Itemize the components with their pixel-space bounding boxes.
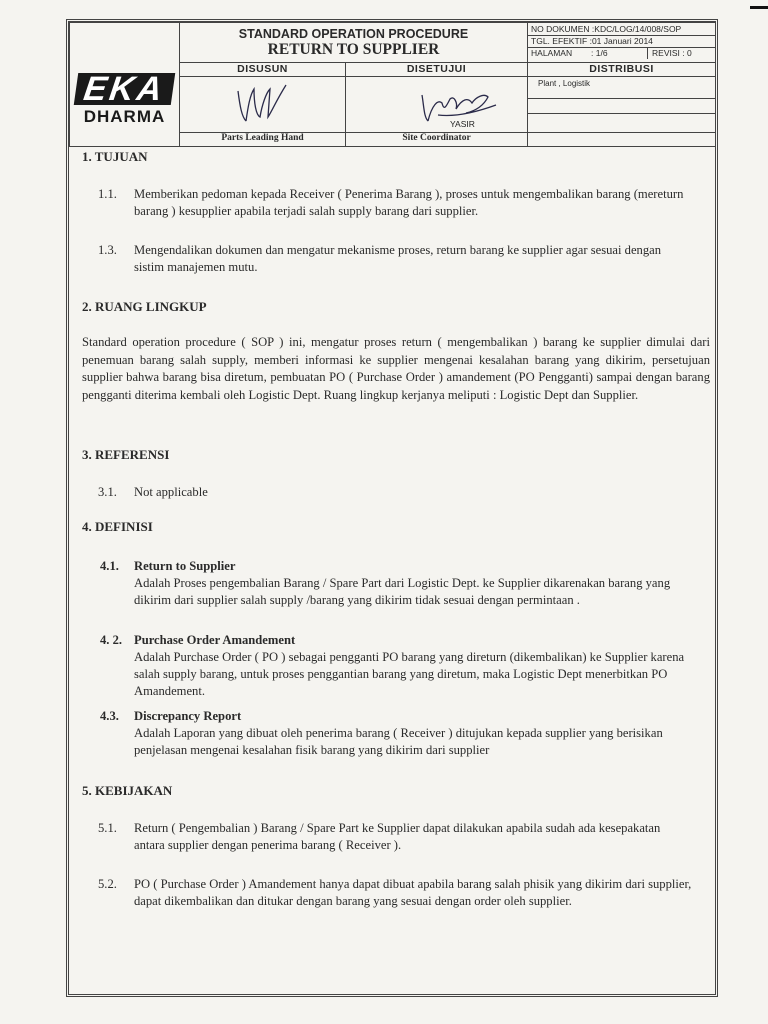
document-meta [528,23,716,63]
definition-heading [100,708,700,725]
approved-role: Site Coordinator [346,133,528,147]
distribution-header: DISTRIBUSI [528,63,716,77]
item-number: 1.3. [98,243,117,257]
distribution-empty [528,133,716,147]
item-number: 5.1. [98,821,117,835]
company-logo [70,23,180,147]
definisi-item-3 [100,708,700,759]
section-title-definisi: 4. DEFINISI [82,519,153,534]
sop-title: STANDARD OPERATION PROCEDURE [238,27,469,41]
prepared-header: DISUSUN [180,63,346,77]
kebijakan-item-2 [98,876,694,910]
definition-title: Return to Supplier [134,559,236,573]
approved-header: DISETUJUI [346,63,528,77]
prepared-role: Parts Leading Hand [180,133,346,147]
ruang-lingkup-text: Standard operation procedure ( SOP ) ini, mengatur proses return ( mengembalikan ) barang ke supplier dimulai dari penemuan barang salah supply, memberi informasi ke supplier mengenai kesalahan barang yang dikirim, persetujuan supplier bahwa barang bisa diretum, pembuatan PO ( Purchase Order ) amandement (PO Pengganti) sampai dengan barang pengganti diterima kembali oleh Logistic Dept. Ruang lingkup kerjanya meliputi : Logistic Dept dan Supplier. [82,335,710,402]
definition-heading [100,632,700,649]
approved-signature [346,77,526,127]
item-text: Return ( Pengembalian ) Barang / Spare Part ke Supplier dapat dilakukan apabila sudah ada kesepakatan antara supplier dengan penerima barang ( Receiver ). [134,821,661,852]
item-text: Mengendalikan dokumen dan mengatur mekanisme proses, return barang ke supplier agar sesuai dengan sistim manajemen mutu. [134,243,662,274]
section-title-tujuan: 1. TUJUAN [82,149,148,164]
definition-title: Discrepancy Report [134,709,242,723]
page-value: : 1/6 [591,48,608,58]
definition-title: Purchase Order Amandement [134,633,296,647]
distribution-value: Plant , Logistik [538,79,591,88]
sop-subtitle: RETURN TO SUPPLIER [267,41,440,58]
definition-heading [100,558,700,575]
approved-signature-cell [346,77,528,133]
page-label: HALAMAN [531,48,573,58]
document-header [69,22,716,147]
approved-name: YASIR [450,119,475,127]
definisi-item-1 [100,558,700,609]
item-text: Memberikan pedoman kepada Receiver ( Penerima Barang ), proses untuk mengembalikan barang (mereturn barang ) kesupplier apabila terjadi salah supply barang dari supplier. [134,187,684,218]
item-number: 4. 2. [100,633,123,647]
logo-eka-text: EKA [74,73,175,105]
section-title-ruang-lingkup: 2. RUANG LINGKUP [82,299,207,314]
revision: REVISI : 0 [647,48,692,59]
tujuan-item-1 [98,186,694,220]
tujuan-item-2 [98,242,694,276]
item-number: 1.1. [98,187,117,201]
section-title-kebijakan: 5. KEBIJAKAN [82,783,173,798]
definition-text: Adalah Laporan yang dibuat oleh penerima barang ( Receiver ) ditujukan kepada supplier yang berisikan penjelasan mengenai kesalahan fisik barang yang dikirim dari supplier [134,726,663,757]
item-number: 3.1. [98,485,117,499]
prepared-signature [180,77,344,127]
logo-dharma-text: DHARMA [83,106,166,126]
definition-text: Adalah Proses pengembalian Barang / Spare Part dari Logistic Dept. ke Supplier dikarenakan barang yang dikirim dari supplier salah supply /barang yang dikirim tidak sesuai dengan permintaan . [134,576,671,607]
item-number: 4.1. [100,559,119,573]
definisi-item-2 [100,632,700,700]
doc-number: NO DOKUMEN :KDC/LOG/14/008/SOP [528,24,715,36]
distribution-cell [528,77,716,133]
top-right-mark [750,6,768,9]
prepared-signature-cell [180,77,346,133]
kebijakan-item-1 [98,820,694,854]
section-title-referensi: 3. REFERENSI [82,447,170,462]
item-number: 4.3. [100,709,119,723]
definition-text: Adalah Purchase Order ( PO ) sebagai pengganti PO barang yang direturn (dikembalikan) ke Supplier karena salah supply barang, untuk proses penggantian barang yang diretum, maka Logistic Dept menerbitkan PO Amandement. [134,650,685,698]
item-number: 5.2. [98,877,117,891]
referensi-item-1 [98,484,694,501]
item-text: Not applicable [134,485,208,499]
title-block [180,23,528,63]
page-revision-row [528,48,715,59]
effective-date: TGL. EFEKTIF :01 Januari 2014 [528,36,715,48]
item-text: PO ( Purchase Order ) Amandement hanya dapat dibuat apabila barang salah phisik yang dikirim dari supplier, dapat dikembalikan dan ditukar dengan barang yang sesuai dengan order oleh supplier. [134,877,692,908]
